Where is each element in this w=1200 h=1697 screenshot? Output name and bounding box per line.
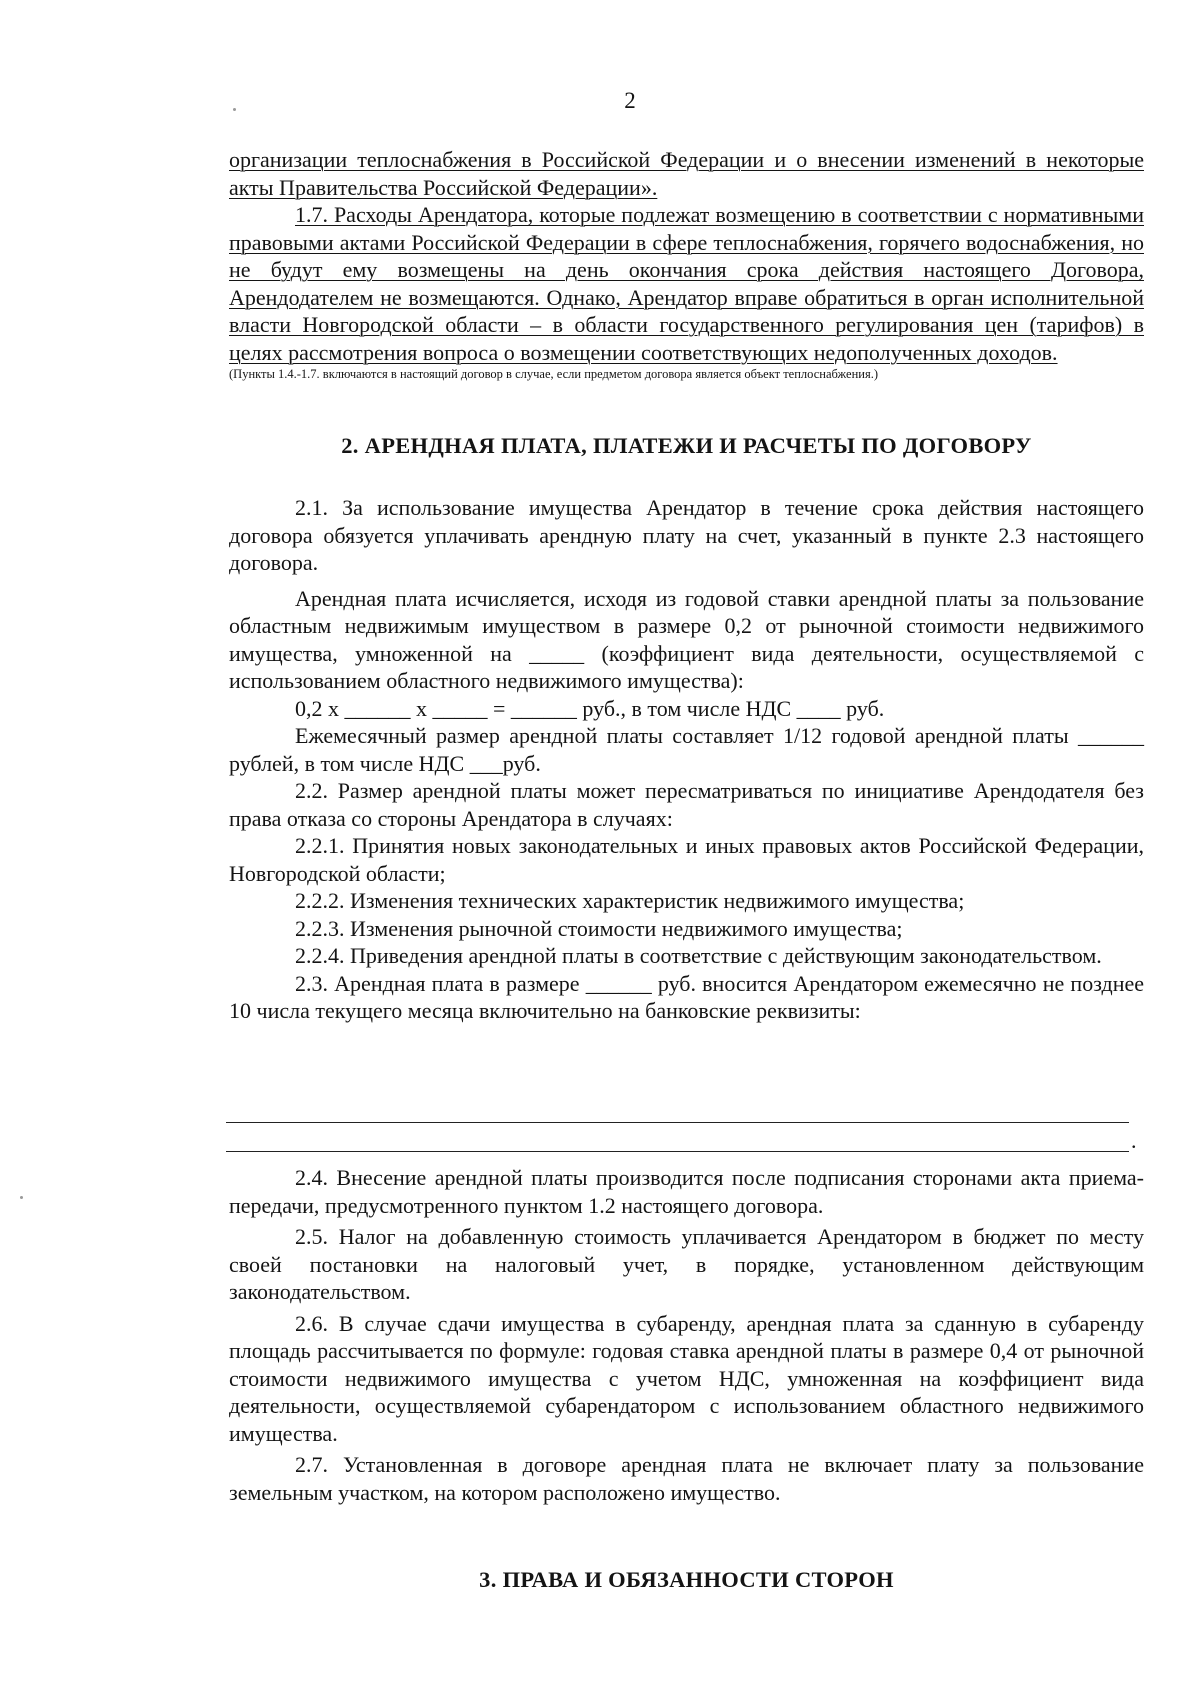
section-2-body-a	[229, 494, 1144, 1025]
paragraph-2-5: 2.5. Налог на добавленную стоимость уплачивается Арендатором в бюджет по месту своей постановки на налоговый учет, в порядке, установленном действующим законодательством.	[229, 1224, 1144, 1304]
section-3-heading: 3. ПРАВА И ОБЯЗАННОСТИ СТОРОН	[479, 1567, 894, 1592]
paragraph-2-7: 2.7. Установленная в договоре арендная плата не включает плату за пользование земельным участком, на котором расположено имущество.	[229, 1452, 1144, 1505]
paragraph-2-2-2: 2.2.2. Изменения технических характеристик недвижимого имущества;	[295, 888, 965, 913]
paragraph-2-2-3: 2.2.3. Изменения рыночной стоимости недвижимого имущества;	[295, 915, 903, 941]
paragraph-2-3: 2.3. Арендная плата в размере ______ руб. вносится Арендатором ежемесячно не позднее 10 числа текущего месяца включительно на банковские реквизиты:	[229, 970, 1144, 1023]
paragraph-2-4: 2.4. Внесение арендной платы производится после подписания сторонами акта приема-передачи, предусмотренного пунктом 1.2 настоящего договора.	[229, 1165, 1144, 1218]
rent-formula: 0,2 х ______ х _____ = ______ руб., в том числе НДС ____ руб.	[295, 695, 885, 721]
paragraph-1-7: 1.7. Расходы Арендатора, которые подлежат возмещению в соответствии с нормативными правовыми актами Российской Федерации в сфере теплоснабжения, горячего водоснабжения, но не будут ему возмещены на день окончания срока действия настоящего Договора, Арендодателем не возмещаются. Однако, Арендатор вправе обратиться в орган исполнительной власти Новгородской области – в области государственного регулирования цен (тарифов) в целях рассмотрения вопроса о возмещении соответствующих недополученных доходов.	[229, 202, 1144, 365]
paragraph-1-6-end: организации теплоснабжения в Российской Федерации и о внесении изменений в некоторые акты Правительства Российской Федерации».	[229, 147, 1144, 200]
paragraph-rent-calc: Арендная плата исчисляется, исходя из годовой ставки арендной платы за пользование областным недвижимым имуществом в размере 0,2 от рыночной стоимости недвижимого имущества, умноженной на _____ (коэффициент вида деятельности, осуществляемой с использованием областного недвижимого имущества):	[229, 585, 1144, 693]
page-number: 2	[624, 88, 636, 113]
monthly-rent: Ежемесячный размер арендной платы составляет 1/12 годовой арендной платы ______ рублей, в том числе НДС ___руб.	[229, 723, 1144, 776]
scan-speck	[20, 1196, 23, 1199]
paragraph-2-2-4: 2.2.4. Приведения арендной платы в соответствие с действующим законодательством.	[295, 943, 1102, 968]
paragraph-2-2-1: 2.2.1. Принятия новых законодательных и иных правовых актов Российской Федерации, Новгородской области;	[229, 833, 1144, 886]
paragraph-2-1: 2.1. За использование имущества Арендатор в течение срока действия настоящего договора обязуется уплачивать арендную плату на счет, указанный в пункте 2.3 настоящего договора.	[229, 495, 1144, 575]
bank-details-line-1	[226, 1122, 1129, 1123]
paragraph-2-2: 2.2. Размер арендной платы может пересматриваться по инициативе Арендодателя без права отказа со стороны Арендатора в случаях:	[229, 778, 1144, 831]
section-2-heading: 2. АРЕНДНАЯ ПЛАТА, ПЛАТЕЖИ И РАСЧЕТЫ ПО ДОГОВОРУ	[341, 433, 1032, 458]
footnote-note: (Пункты 1.4.-1.7. включаются в настоящий договор в случае, если предметом договора является объект теплоснабжения.)	[229, 367, 878, 381]
bank-details-line-2	[226, 1151, 1129, 1152]
bank-details-period: .	[1131, 1128, 1137, 1153]
scan-speck	[233, 108, 236, 111]
paragraph-2-6: 2.6. В случае сдачи имущества в субаренду, арендная плата за сданную в субаренду площадь рассчитывается по формуле: годовая ставка арендной платы в размере 0,4 от рыночной стоимости недвижимого имущества с учетом НДС, умноженная на коэффициент вида деятельности, осуществляемой субарендатором с использованием областного недвижимого имущества.	[229, 1310, 1144, 1446]
section-2-body-b	[229, 1164, 1144, 1506]
top-block	[229, 146, 1144, 382]
